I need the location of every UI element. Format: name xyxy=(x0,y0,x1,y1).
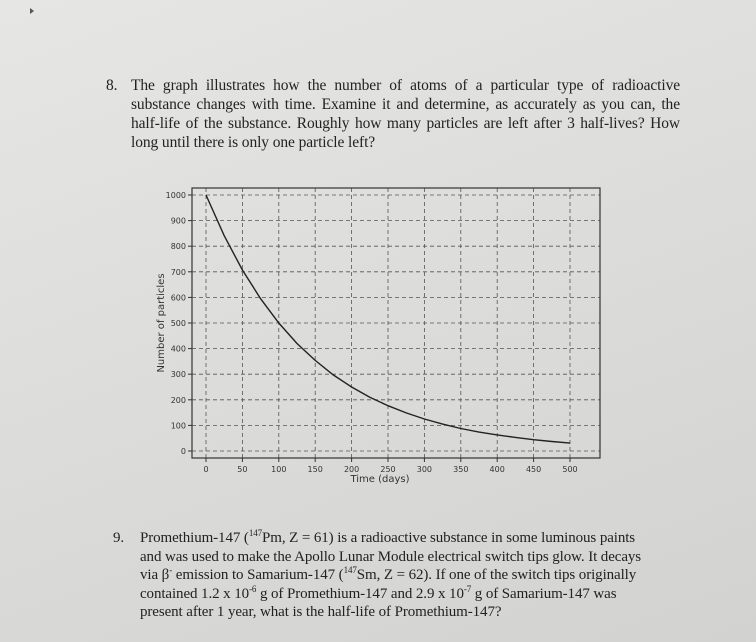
y-tick-label: 300 xyxy=(170,370,186,380)
x-tick-label: 250 xyxy=(380,465,396,474)
y-tick-label: 900 xyxy=(170,216,186,226)
question-9-number: 9. xyxy=(113,530,125,546)
q9-line-5: present after 1 year, what is the half-life of Promethium-147? xyxy=(140,604,502,620)
x-tick-label: 350 xyxy=(453,465,469,474)
x-tick-label: 100 xyxy=(271,465,287,474)
y-tick-label: 100 xyxy=(170,421,186,431)
x-tick-label: 50 xyxy=(237,465,248,474)
x-tick-label: 300 xyxy=(416,465,433,474)
x-ticks xyxy=(203,458,577,474)
question-8-text: The graph illustrates how the number of atoms of a particular type of radioactive substance changes with time. Examine it and determine, as accurately as you can, the half-life of the substance. Roughly how many particles are left after 3 half-lives? How long until there is only one particle left? xyxy=(131,77,680,151)
x-tick-label: 400 xyxy=(489,465,505,474)
q9-line-1: Promethium-147 ($^{147}$Pm, Z = 61) is a radioactive substance in some luminous paints xyxy=(140,528,636,546)
chart-grid xyxy=(192,188,600,458)
q9-line-2: and was used to make the Apollo Lunar Module electrical switch tips glow. It decays xyxy=(140,548,642,565)
question-9-text xyxy=(140,529,658,622)
y-tick-label: 1000 xyxy=(165,191,186,200)
y-ticks xyxy=(166,191,192,456)
y-tick-label: 400 xyxy=(170,344,186,354)
q9-line-3: via β- emission to Samarium-147 ($^{147}$Sm, Z = 62). If one of the switch tips originally xyxy=(140,565,637,583)
corner-mark xyxy=(30,8,34,14)
y-tick-label: 800 xyxy=(170,242,186,252)
q9-line-4: contained 1.2 x $10^{-6}$ g of Promethium-147 and 2.9 x $10^{-7}$ g of Samarium-147 was xyxy=(140,583,617,602)
y-tick-label: 600 xyxy=(170,293,186,303)
x-tick-label: 0 xyxy=(203,465,209,474)
y-axis-label: Number of particles xyxy=(156,273,167,373)
decay-chart xyxy=(150,178,610,493)
y-tick-label: 200 xyxy=(170,395,186,405)
x-tick-label: 450 xyxy=(525,465,542,474)
x-axis-label: Time (days) xyxy=(350,474,410,485)
x-tick-label: 150 xyxy=(307,465,323,474)
x-tick-label: 200 xyxy=(343,465,360,474)
question-8 xyxy=(106,76,680,152)
x-tick-label: 500 xyxy=(562,465,578,474)
y-tick-label: 0 xyxy=(180,447,186,456)
y-tick-label: 700 xyxy=(170,267,186,277)
question-8-number: 8. xyxy=(106,77,118,94)
y-tick-label: 500 xyxy=(170,319,186,328)
question-9 xyxy=(113,529,658,622)
